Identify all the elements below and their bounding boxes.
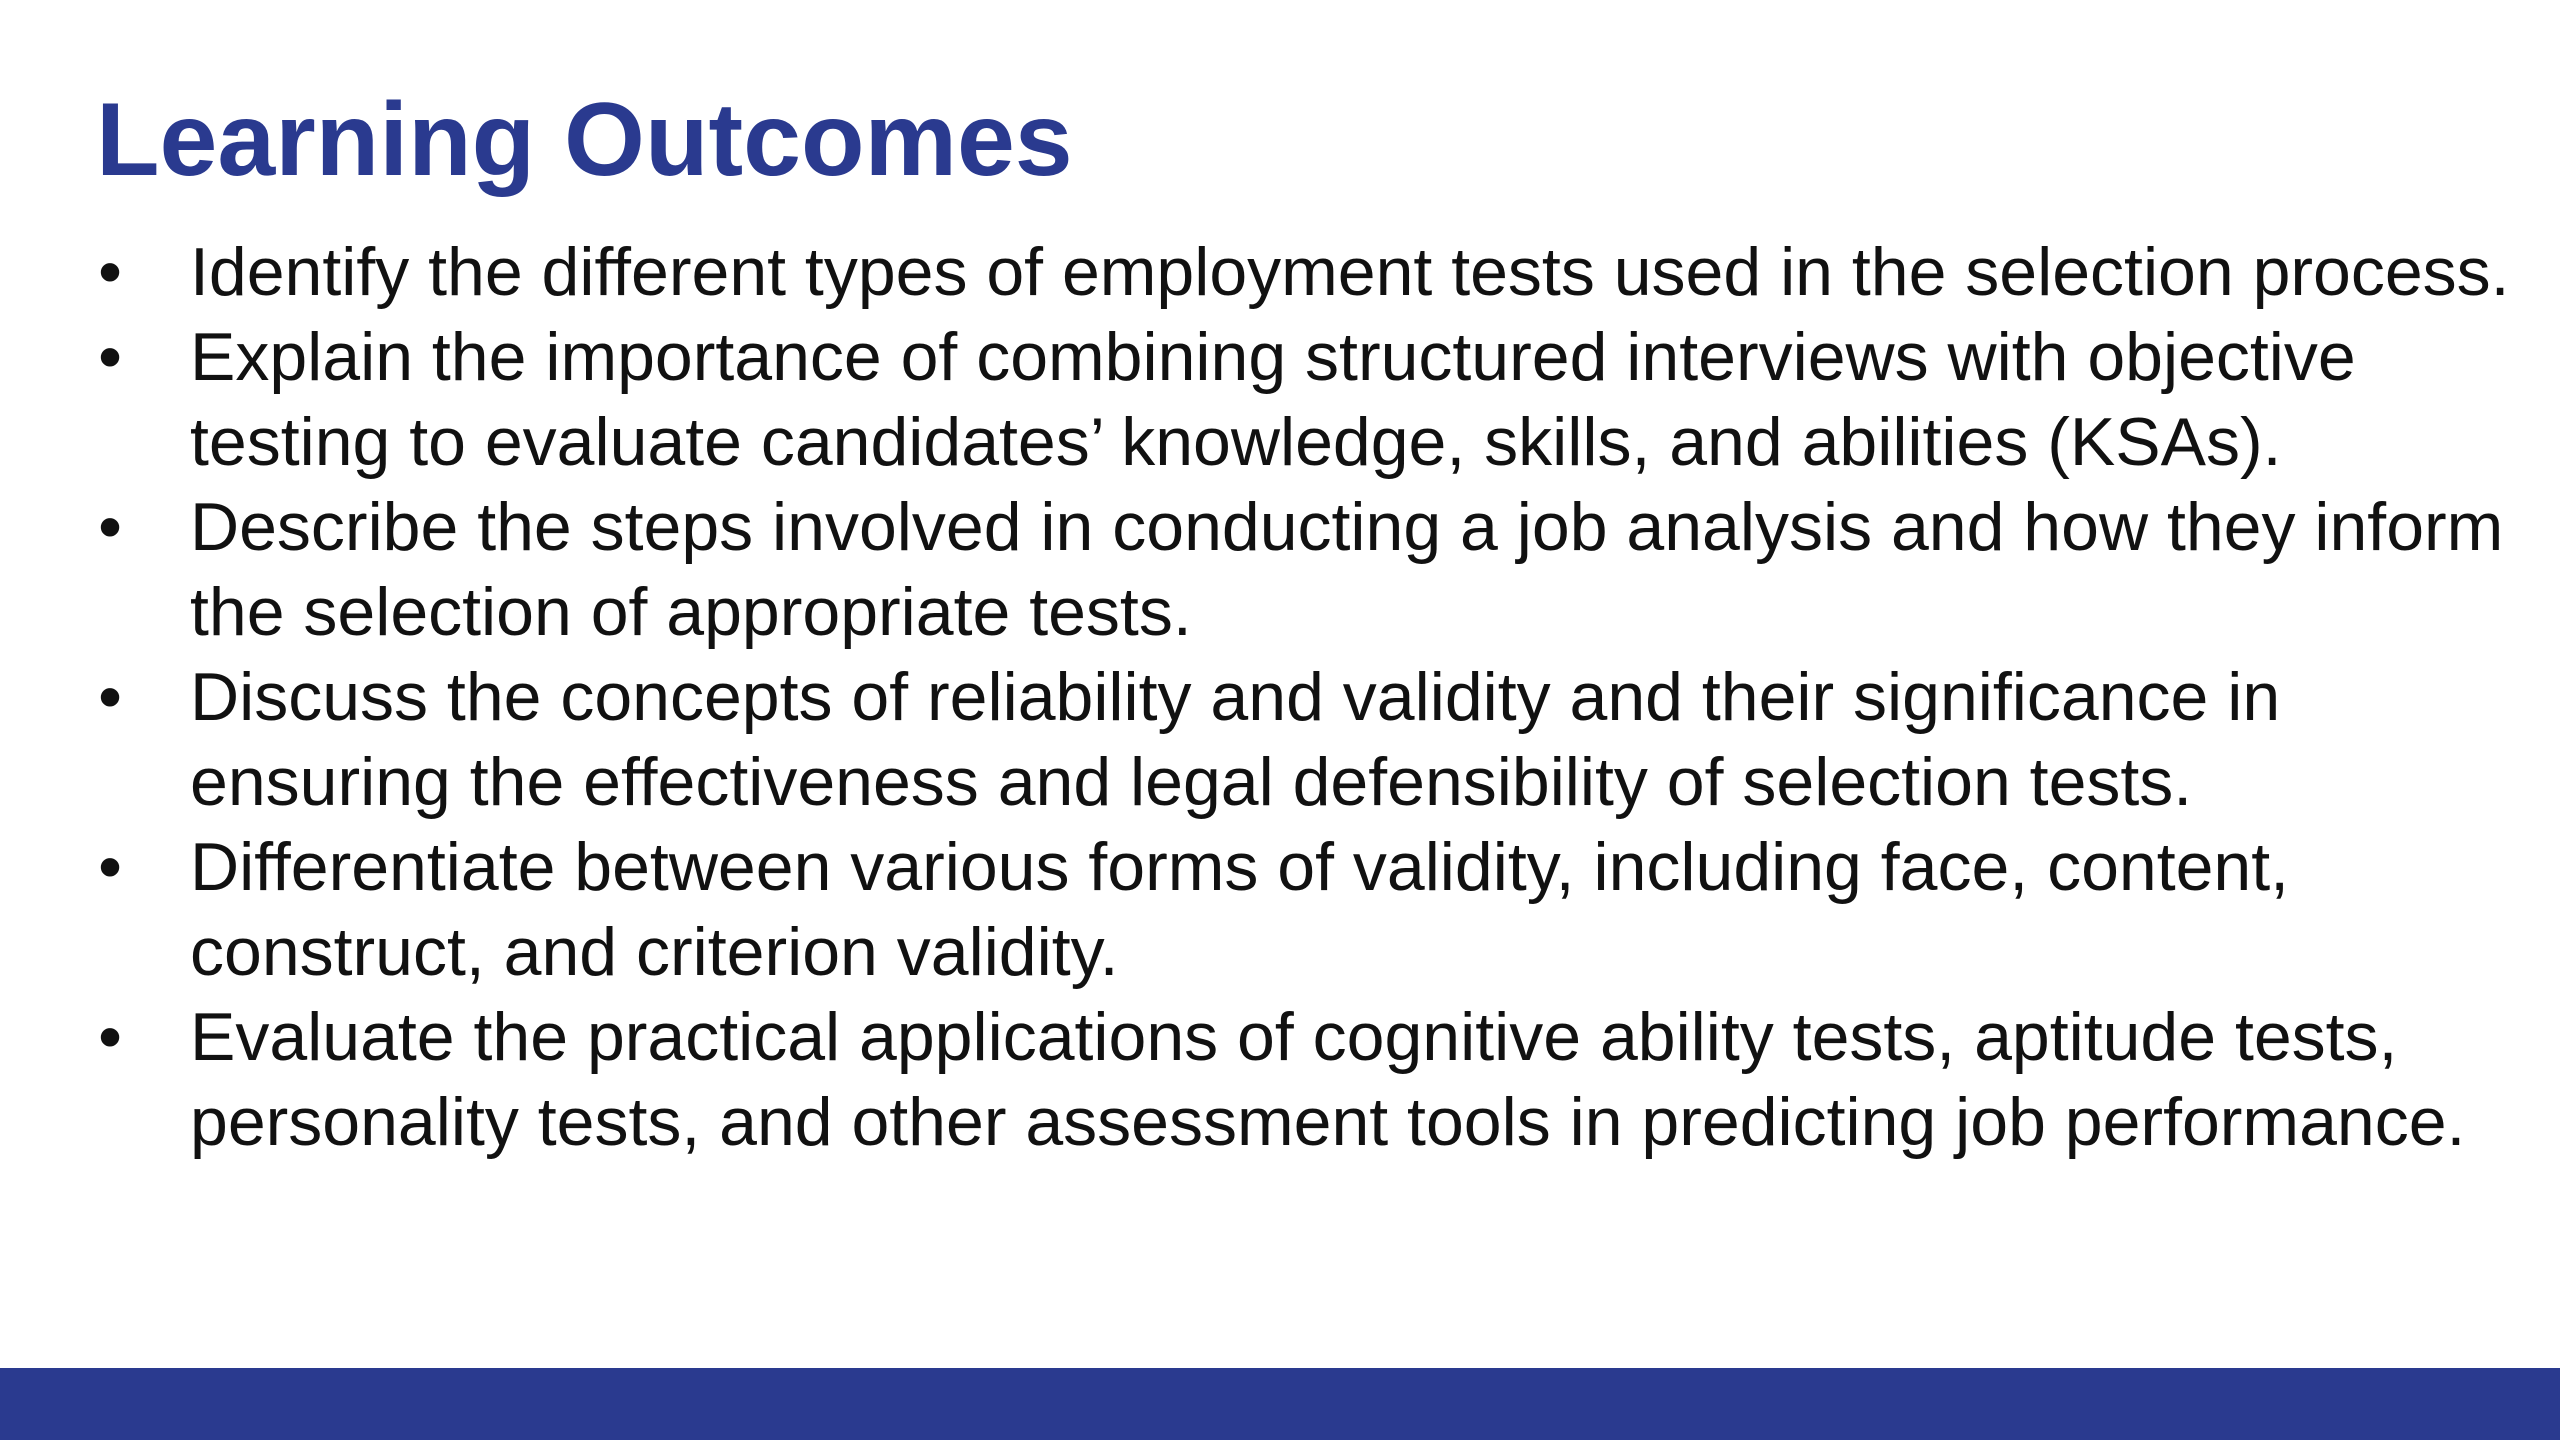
bullet-icon: • xyxy=(98,489,122,565)
footer-bar xyxy=(0,1368,2560,1440)
list-item-text: Discuss the concepts of reliability and validity and their significance in ensuring the effectiveness and legal defensibility of selection tests. xyxy=(190,659,2281,820)
bullet-icon: • xyxy=(98,999,122,1075)
list-item xyxy=(90,485,2510,655)
list-item xyxy=(90,825,2510,995)
list-item xyxy=(90,230,2510,315)
list-item xyxy=(90,315,2510,485)
list-item-text: Explain the importance of combining structured interviews with objective testing to evaluate candidates’ knowledge, skills, and abilities (KSAs). xyxy=(190,319,2356,480)
bullet-icon: • xyxy=(98,659,122,735)
bullet-icon: • xyxy=(98,234,122,310)
list-item-text: Evaluate the practical applications of cognitive ability tests, aptitude tests, personality tests, and other assessment tools in predicting job performance. xyxy=(190,999,2466,1160)
list-item-text: Identify the different types of employment tests used in the selection process. xyxy=(190,234,2510,310)
list-item-text: Describe the steps involved in conducting a job analysis and how they inform the selection of appropriate tests. xyxy=(190,489,2504,650)
list-item xyxy=(90,655,2510,825)
list-item xyxy=(90,995,2510,1165)
list-item-text: Differentiate between various forms of validity, including face, content, construct, and criterion validity. xyxy=(190,829,2290,990)
learning-outcomes-list xyxy=(90,230,2510,1165)
slide-title: Learning Outcomes xyxy=(96,82,1073,198)
bullet-icon: • xyxy=(98,829,122,905)
bullet-icon: • xyxy=(98,319,122,395)
